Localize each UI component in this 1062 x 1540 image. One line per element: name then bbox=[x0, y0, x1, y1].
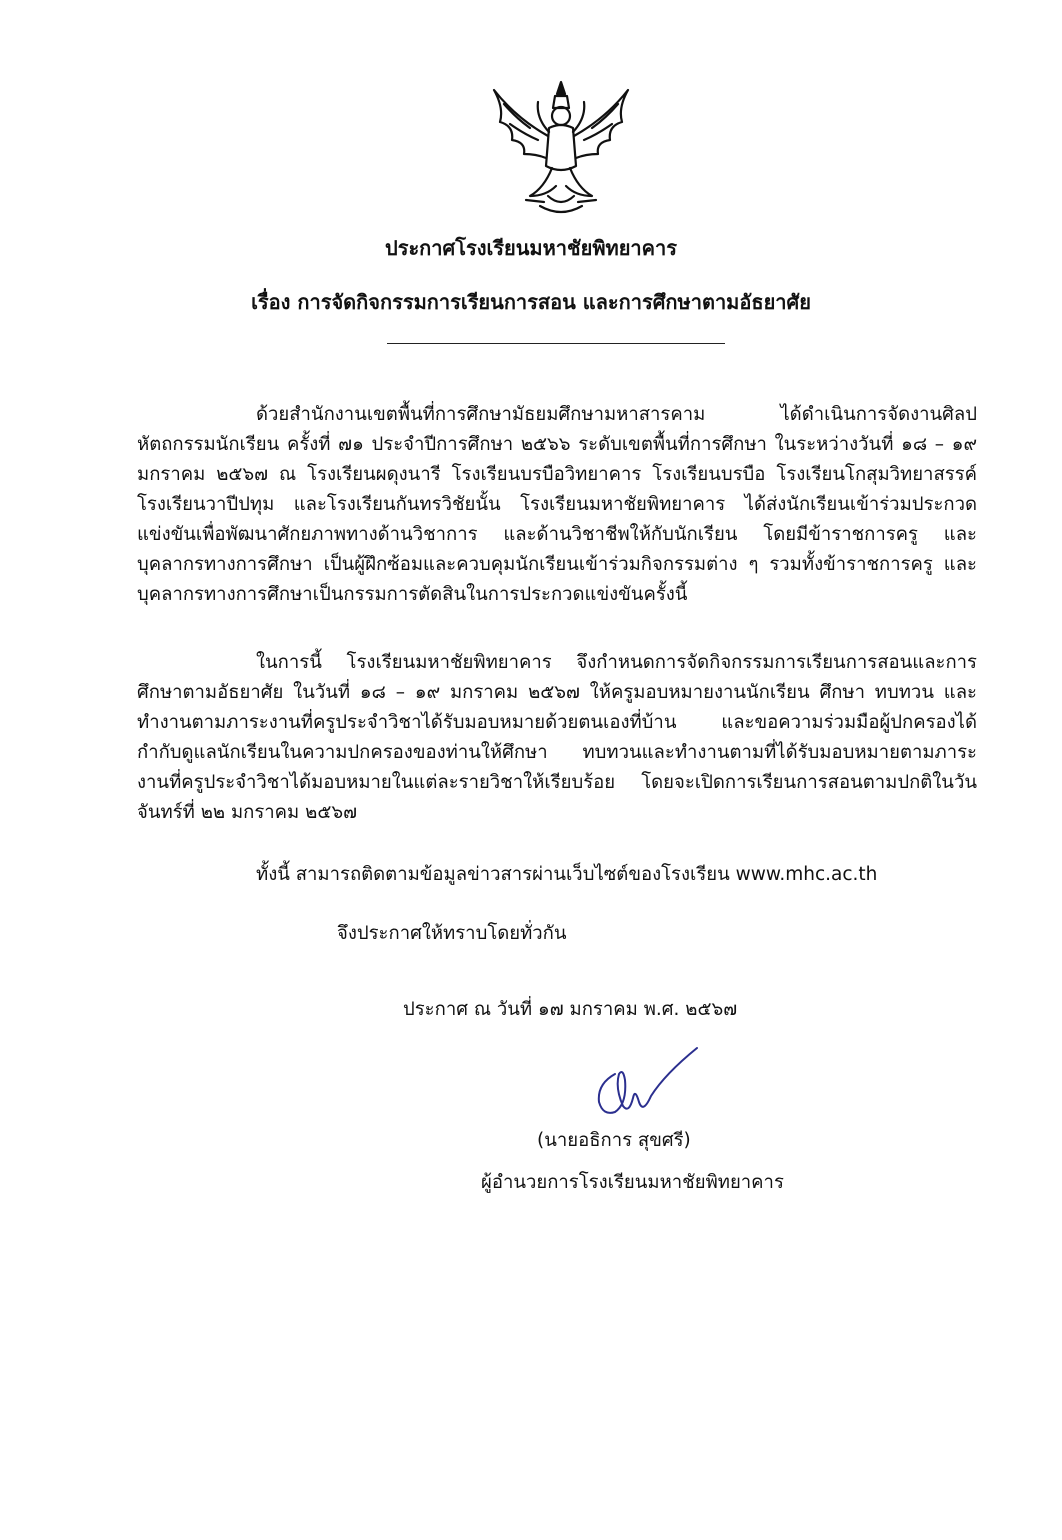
paragraph-2-text: ในการนี้ โรงเรียนมหาชัยพิทยาคาร จึงกำหนดการจัดกิจกรรมการเรียนการสอนและการศึกษาตามอัธยาศัย ในวันที่ ๑๘ – ๑๙ มกราคม ๒๕๖๗ ให้ครูมอบหมายงานนักเรียน ศึกษา ทบทวน และทำงานตามภาระงานที่ครูประจำวิชาได้รับมอบหมายด้วยตนเองที่บ้าน และขอความร่วมมือผู้ปกครองได้กำกับดูแลนักเรียนในความปกครองของท่านให้ศึกษา ทบทวนและทำงานตามที่ได้รับมอบหมายตามภาระงานที่ครูประจำวิชาได้มอบหมายในแต่ละรายวิชาให้เรียบร้อย โดยจะเปิดการเรียนการสอนตามปกติในวันจันทร์ที่ ๒๒ มกราคม ๒๕๖๗ bbox=[137, 652, 977, 823]
website-contact-line: ทั้งนี้ สามารถติดตามข้อมูลข่าวสารผ่านเว็บไซต์ของโรงเรียน www.mhc.ac.th bbox=[256, 864, 878, 885]
signer-name: (นายอธิการ สุขศรี) bbox=[537, 1130, 691, 1151]
garuda-emblem-icon bbox=[486, 78, 636, 220]
announcement-subject: เรื่อง การจัดกิจกรรมการเรียนการสอน และการศึกษาตามอัธยาศัย bbox=[251, 290, 811, 314]
announce-line: จึงประกาศให้ทราบโดยทั่วกัน bbox=[337, 923, 567, 944]
announcement-date: ประกาศ ณ วันที่ ๑๗ มกราคม พ.ศ. ๒๕๖๗ bbox=[403, 999, 738, 1020]
body-paragraph-1 bbox=[137, 400, 977, 610]
announcement-title: ประกาศโรงเรียนมหาชัยพิทยาคาร bbox=[385, 236, 677, 260]
body-paragraph-2 bbox=[137, 648, 977, 828]
handwritten-signature-icon bbox=[585, 1044, 705, 1120]
signer-position: ผู้อำนวยการโรงเรียนมหาชัยพิทยาคาร bbox=[481, 1172, 784, 1193]
title-divider bbox=[387, 343, 725, 344]
paragraph-1-text: ด้วยสำนักงานเขตพื้นที่การศึกษามัธยมศึกษามหาสารคาม ได้ดำเนินการจัดงานศิลปหัตถกรรมนักเรียน ครั้งที่ ๗๑ ประจำปีการศึกษา ๒๕๖๖ ระดับเขตพื้นที่การศึกษา ในระหว่างวันที่ ๑๘ – ๑๙ มกราคม ๒๕๖๗ ณ โรงเรียนผดุงนารี โรงเรียนบรบือวิทยาคาร โรงเรียนบรบือ โรงเรียนโกสุมวิทยาสรรค์ โรงเรียนวาปีปทุม และโรงเรียนกันทรวิชัยนั้น โรงเรียนมหาชัยพิทยาคาร ได้ส่งนักเรียนเข้าร่วมประกวดแข่งขันเพื่อพัฒนาศักยภาพทางด้านวิชาการ และด้านวิชาชีพให้กับนักเรียน โดยมีข้าราชการครู และบุคลากรทางการศึกษา เป็นผู้ฝึกซ้อมและควบคุมนักเรียนเข้าร่วมกิจกรรมต่าง ๆ รวมทั้งข้าราชการครู และบุคลากรทางการศึกษาเป็นกรรมการตัดสินในการประกวดแข่งขันครั้งนี้ bbox=[137, 404, 977, 605]
